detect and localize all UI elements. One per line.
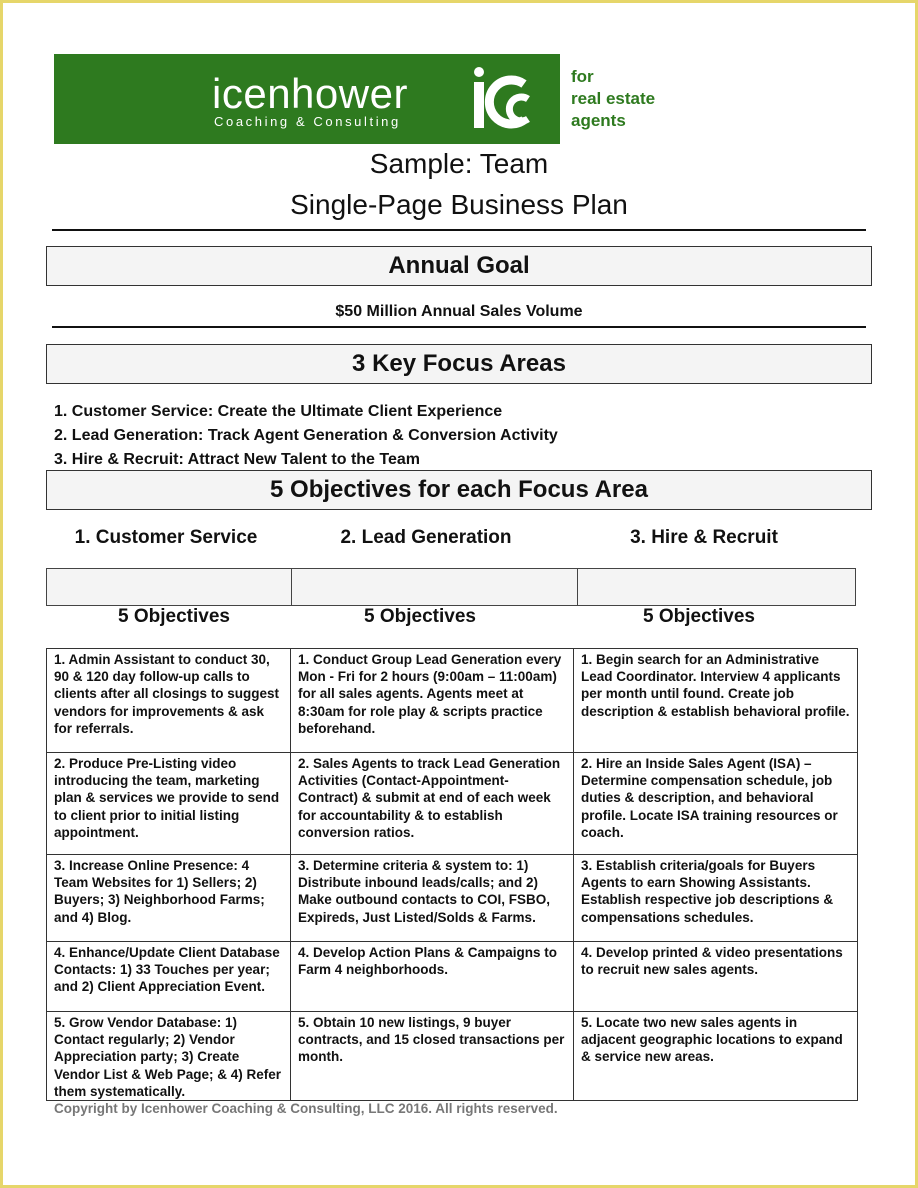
table-row	[47, 1012, 858, 1101]
table-cell: 5. Grow Vendor Database: 1) Contact regularly; 2) Vendor Appreciation party; 3) Create Vendor List & Web Page; & 4) Refer them systematically.	[47, 1012, 291, 1101]
objectives-subheading: 5 Objectives	[118, 606, 230, 627]
column-heading-lead-generation: 2. Lead Generation	[340, 527, 512, 548]
annual-goal-heading: Annual Goal	[46, 246, 872, 286]
logo-wordmark: icenhower	[212, 70, 408, 117]
table-row	[47, 942, 858, 1012]
table-cell: 3. Determine criteria & system to: 1) Distribute inbound leads/calls; and 2) Make outbound contacts to COI, FSBO, Expireds, Just Listed/Solds & Farms.	[291, 855, 574, 942]
icc-logo-icon	[466, 62, 540, 136]
table-cell: 2. Sales Agents to track Lead Generation Activities (Contact-Appointment-Contract) & submit at end of each week for accountability & to establish conversion ratios.	[291, 753, 574, 855]
focus-area-item: 2. Lead Generation: Track Agent Generation & Conversion Activity	[54, 427, 558, 444]
table-cell: 4. Develop Action Plans & Campaigns to Farm 4 neighborhoods.	[291, 942, 574, 1012]
table-cell: 2. Hire an Inside Sales Agent (ISA) – Determine compensation schedule, job duties & description, and behavioral profile. Locate ISA training resources or coach.	[574, 753, 858, 855]
table-cell: 1. Begin search for an Administrative Lead Coordinator. Interview 4 applicants per month until found. Create job description & establish behavioral profile.	[574, 649, 858, 753]
focus-areas-heading: 3 Key Focus Areas	[46, 344, 872, 384]
table-cell: 4. Enhance/Update Client Database Contacts: 1) 33 Touches per year; and 2) Client Appreciation Event.	[47, 942, 291, 1012]
logo-tagline: Coaching & Consulting	[214, 114, 401, 129]
table-row	[47, 649, 858, 753]
logo-side-line3: agents	[571, 111, 626, 130]
focus-area-item: 1. Customer Service: Create the Ultimate Client Experience	[54, 403, 503, 420]
objectives-subheading: 5 Objectives	[364, 606, 476, 627]
table-cell: 4. Develop printed & video presentations to recruit new sales agents.	[574, 942, 858, 1012]
table-cell: 3. Establish criteria/goals for Buyers Agents to earn Showing Assistants. Establish respective job descriptions & compensations schedules.	[574, 855, 858, 942]
focus-area-item: 3. Hire & Recruit: Attract New Talent to the Team	[54, 451, 420, 468]
divider-rule	[52, 326, 866, 328]
document-title-line2: Single-Page Business Plan	[290, 189, 628, 220]
column-heading-customer-service: 1. Customer Service	[74, 527, 258, 548]
annual-goal-value: $50 Million Annual Sales Volume	[335, 303, 583, 320]
table-cell: 3. Increase Online Presence: 4 Team Websites for 1) Sellers; 2) Buyers; 3) Neighborhood Farms; and 4) Blog.	[47, 855, 291, 942]
objectives-subheading: 5 Objectives	[643, 606, 755, 627]
blank-cell	[292, 569, 578, 605]
table-cell: 5. Obtain 10 new listings, 9 buyer contracts, and 15 closed transactions per month.	[291, 1012, 574, 1101]
table-cell: 1. Conduct Group Lead Generation every Mon - Fri for 2 hours (9:00am – 11:00am) for all sales agents. Agents meet at 8:30am for role play & scripts practice beforehand.	[291, 649, 574, 753]
logo-side-text	[571, 66, 655, 132]
objectives-table	[46, 648, 858, 1101]
divider-rule	[52, 229, 866, 231]
brand-logo	[54, 54, 560, 144]
blank-cell	[47, 569, 292, 605]
table-row	[47, 855, 858, 942]
logo-side-line1: for	[571, 67, 594, 86]
objectives-heading: 5 Objectives for each Focus Area	[46, 470, 872, 510]
table-cell: 1. Admin Assistant to conduct 30, 90 & 120 day follow-up calls to clients after all closings to suggest vendors for improvements & ask for referrals.	[47, 649, 291, 753]
table-cell: 5. Locate two new sales agents in adjacent geographic locations to expand & service new areas.	[574, 1012, 858, 1101]
document-title-line1: Sample: Team	[369, 148, 549, 179]
table-row	[47, 753, 858, 855]
logo-side-line2: real estate	[571, 89, 656, 108]
copyright-notice: Copyright by Icenhower Coaching & Consulting, LLC 2016. All rights reserved.	[54, 1101, 558, 1116]
column-heading-hire-recruit: 3. Hire & Recruit	[630, 527, 778, 548]
blank-cell	[578, 569, 855, 605]
table-cell: 2. Produce Pre-Listing video introducing the team, marketing plan & services we provide to send to client prior to initial listing appointment.	[47, 753, 291, 855]
focus-areas-list	[54, 400, 558, 472]
blank-entry-row	[46, 568, 856, 606]
